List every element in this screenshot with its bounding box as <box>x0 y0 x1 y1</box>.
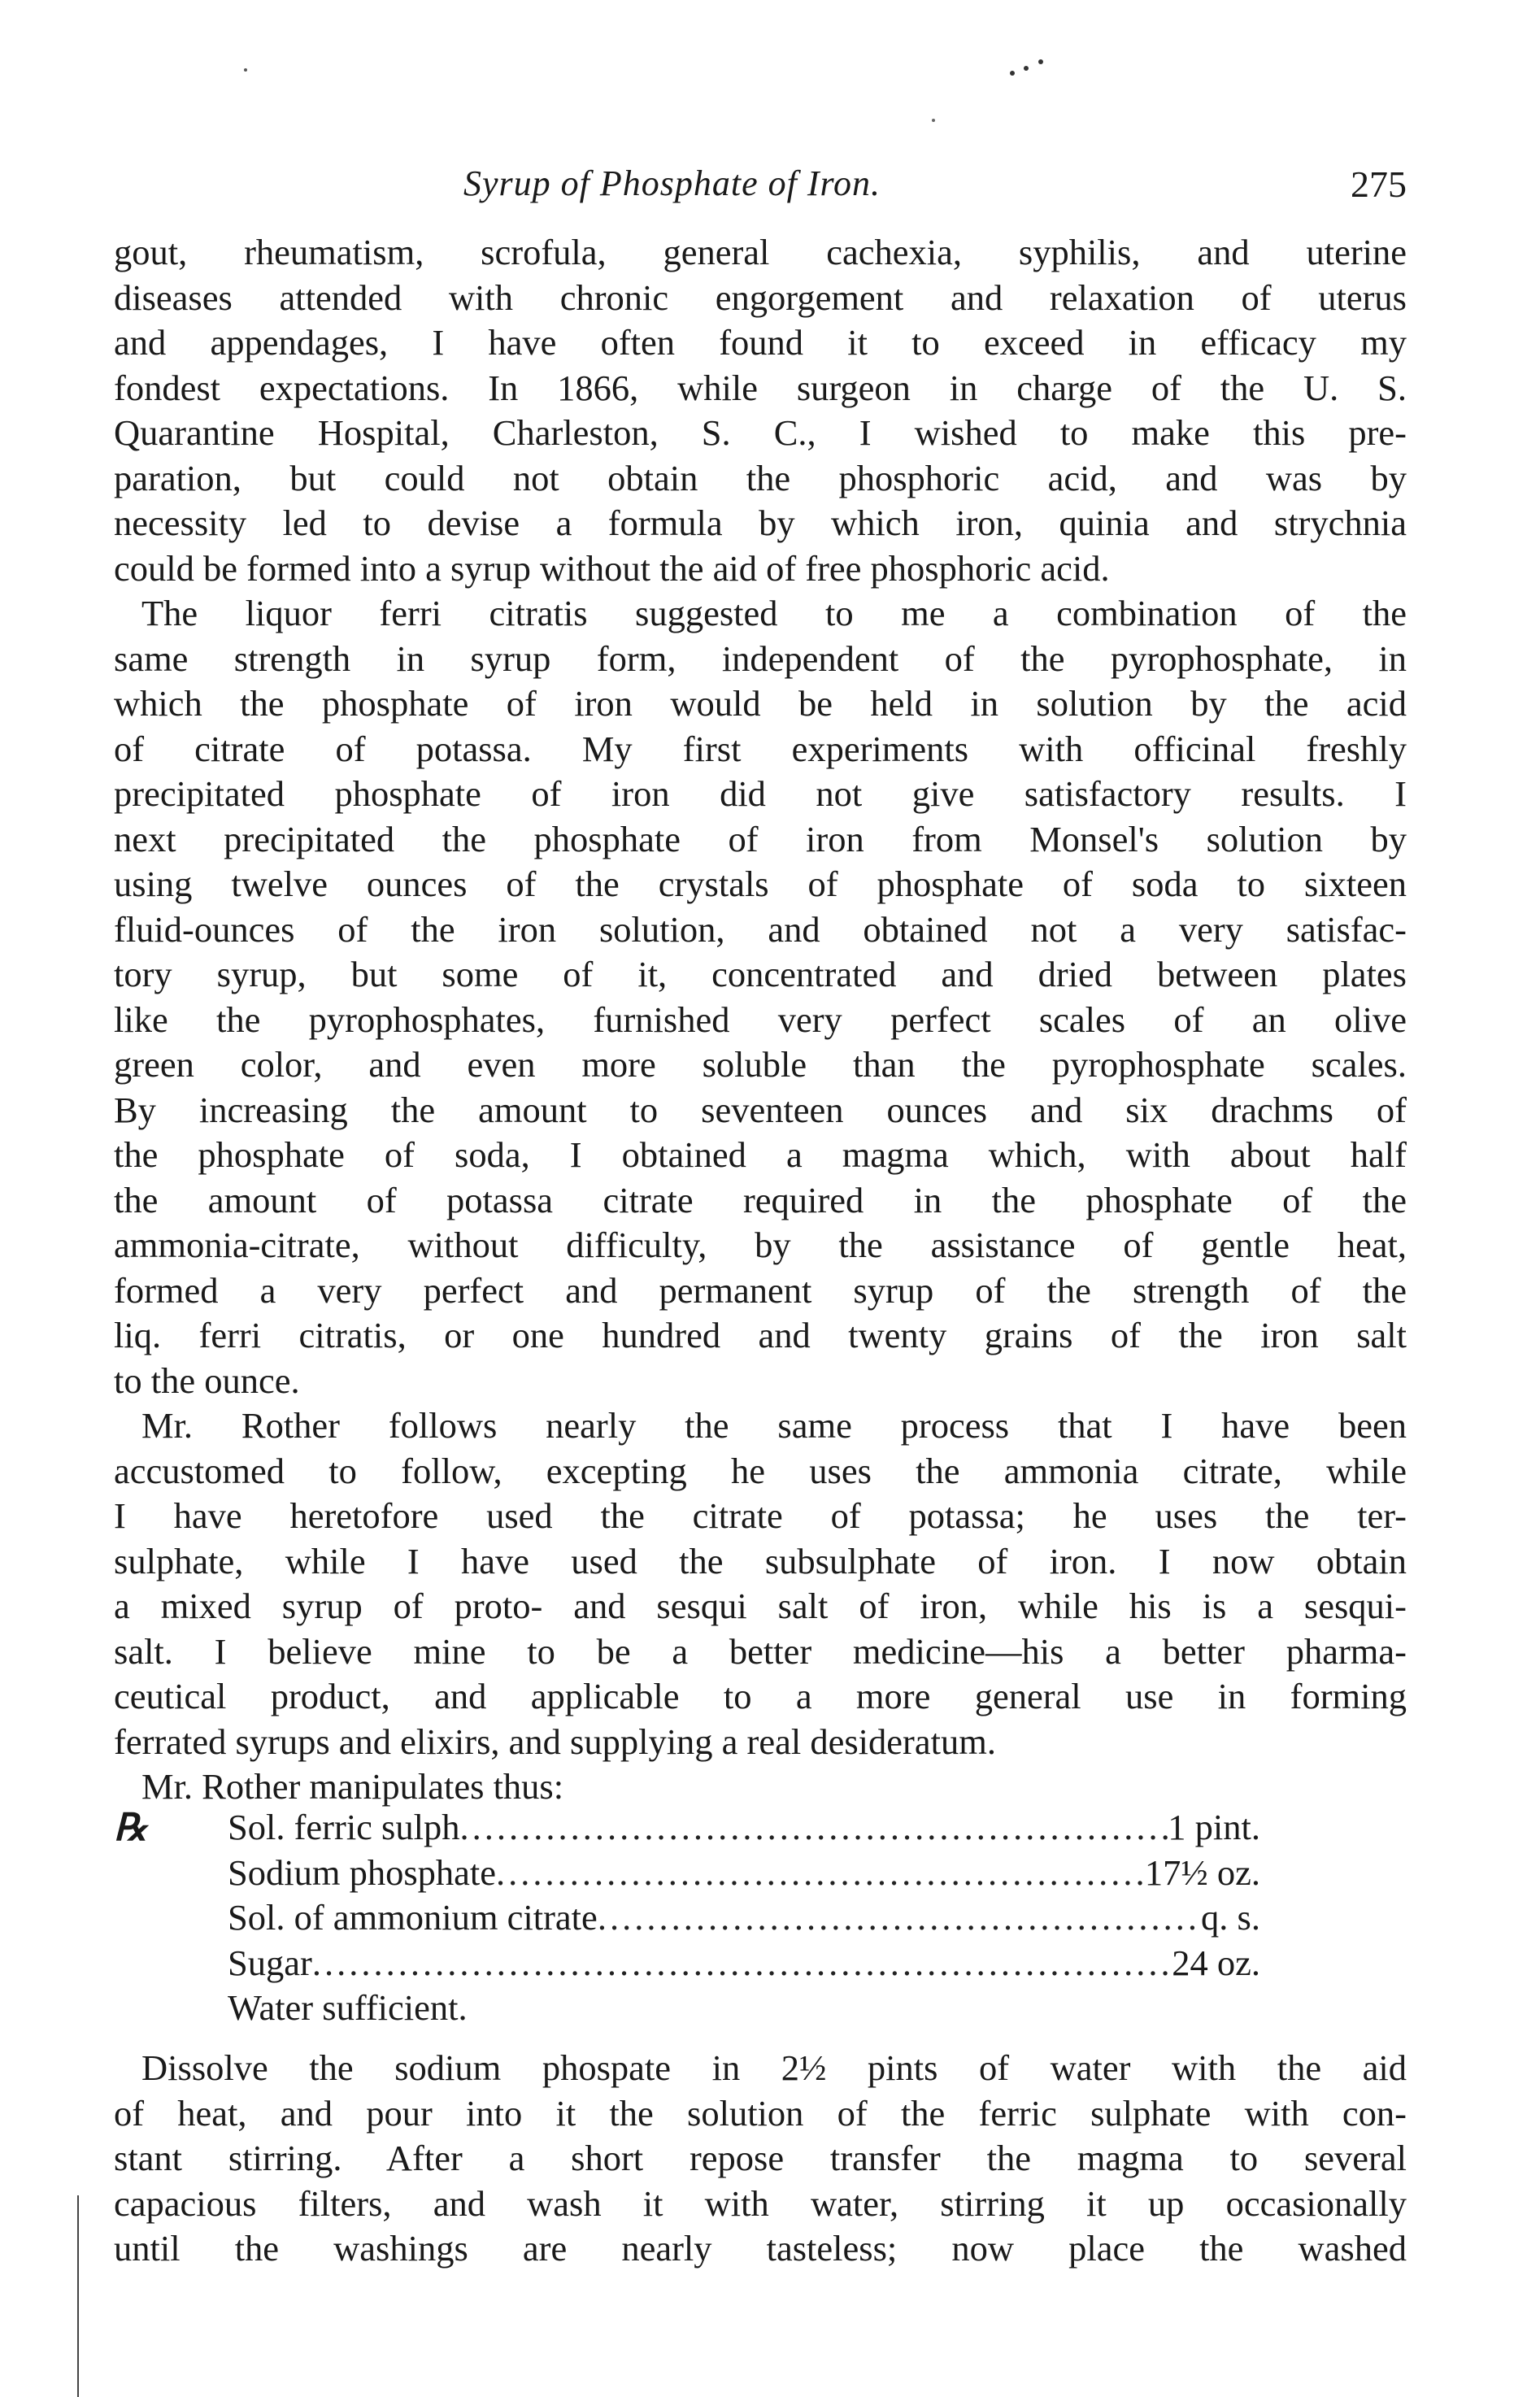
speck <box>244 68 247 72</box>
text-line: accustomed to follow, excepting he uses the ammonia citrate, while <box>114 1450 1407 1491</box>
prescription-item <box>228 1805 1260 1851</box>
prescription-note: Water sufficient. <box>228 1987 468 2028</box>
page-number: 275 <box>1351 163 1407 205</box>
text-line: next precipitated the phosphate of iron from Monsel's solution by <box>114 818 1407 859</box>
text-line: The liquor ferri citratis suggested to me a combination of the <box>141 593 1407 633</box>
text-line: capacious filters, and wash it with water, stirring it up occasionally <box>114 2182 1407 2224</box>
recipe-symbol-icon: ℞ <box>114 1807 148 1848</box>
ingredient-name: Sol. ferric sulph <box>228 1807 460 1847</box>
text-line: the phosphate of soda, I obtained a magma which, with about half <box>114 1134 1407 1175</box>
text-line: paration, but could not obtain the phosphoric acid, and was by <box>114 457 1407 498</box>
dot-leader <box>496 1851 1145 1896</box>
text-line: Mr. Rother follows nearly the same process that I have been <box>141 1405 1407 1446</box>
ingredient-name: Sodium phosphate <box>228 1851 497 1893</box>
text-line: of heat, and pour into it the solution of the ferric sulphate with con- <box>114 2092 1407 2134</box>
text-line: precipitated phosphate of iron did not give satisfactory results. I <box>114 773 1407 814</box>
text-line: ammonia-citrate, without difficulty, by the assistance of gentle heat, <box>114 1225 1407 1265</box>
ingredient-amount: 24 oz. <box>1172 1942 1260 1983</box>
text-line: gout, rheumatism, scrofula, general cachexia, syphilis, and uterine <box>114 232 1407 272</box>
dot-leader <box>460 1805 1168 1851</box>
ingredient-amount: 17½ oz. <box>1144 1851 1260 1893</box>
speck <box>932 119 935 122</box>
text-line: tory syrup, but some of it, concentrated and dried between plates <box>114 954 1407 994</box>
ingredient-name: Sol. of ammonium citrate <box>228 1897 598 1938</box>
text-line: fondest expectations. In 1866, while surgeon in charge of the U. S. <box>114 367 1407 408</box>
text-line: the amount of potassa citrate required in the phosphate of the <box>114 1179 1407 1220</box>
ingredient-amount: q. s. <box>1201 1897 1260 1938</box>
speck <box>1038 59 1043 64</box>
text-line: using twelve ounces of the crystals of phosphate of soda to sixteen <box>114 864 1407 904</box>
text-line: to the ounce. <box>114 1359 300 1401</box>
paragraph-2 <box>114 591 1407 1403</box>
text-line: By increasing the amount to seventeen ounces and six drachms of <box>114 1089 1407 1130</box>
text-line: which the phosphate of iron would be held in solution by the acid <box>114 683 1407 724</box>
dot-leader <box>598 1895 1201 1941</box>
dot-leader <box>312 1941 1172 1986</box>
prescription-item <box>228 1851 1260 1896</box>
paragraph-3 <box>114 1403 1407 1764</box>
running-title: Syrup of Phosphate of Iron. <box>463 163 881 203</box>
text-line: necessity led to devise a formula by which iron, quinia and strychnia <box>114 502 1407 543</box>
paragraph-4 <box>114 1764 1407 1810</box>
text-line: ceutical product, and applicable to a more general use in forming <box>114 1676 1407 1716</box>
speck <box>1010 71 1015 76</box>
text-line: salt. I believe mine to be a better medicine—his a better pharma- <box>114 1630 1407 1672</box>
text-line: I have heretofore used the citrate of potassa; he uses the ter- <box>114 1495 1407 1536</box>
text-line: Dissolve the sodium phospate in 2½ pints of water with the aid <box>141 2047 1407 2088</box>
text-line: green color, and even more soluble than the pyrophosphate scales. <box>114 1044 1407 1085</box>
speck <box>1024 66 1029 71</box>
text-line: ferrated syrups and elixirs, and supplying a real desideratum. <box>114 1721 996 1762</box>
text-line: of citrate of potassa. My first experiments with officinal freshly <box>114 728 1407 769</box>
paragraph-1 <box>114 230 1407 591</box>
text-line: and appendages, I have often found it to exceed in efficacy my <box>114 322 1407 363</box>
text-line: sulphate, while I have used the subsulphate of iron. I now obtain <box>114 1540 1407 1581</box>
prescription-item <box>228 1895 1260 1941</box>
text-line: liq. ferri citratis, or one hundred and twenty grains of the iron salt <box>114 1315 1407 1355</box>
ingredient-name: Sugar <box>228 1942 312 1983</box>
running-header <box>463 163 1407 211</box>
prescription-item <box>228 1941 1260 1986</box>
prescription-items <box>228 1805 1260 2031</box>
text-line: stant stirring. After a short repose transfer the magma to several <box>114 2138 1407 2178</box>
text-line: Mr. Rother manipulates thus: <box>141 1766 564 1807</box>
text-line: formed a very perfect and permanent syrup of the strength of the <box>114 1269 1407 1311</box>
text-line: same strength in syrup form, independent of the pyrophosphate, in <box>114 637 1407 679</box>
text-line: a mixed syrup of proto- and sesqui salt of iron, while his is a sesqui- <box>114 1586 1407 1626</box>
text-line: fluid-ounces of the iron solution, and obtained not a very satisfac- <box>114 908 1407 950</box>
text-line: like the pyrophosphates, furnished very perfect scales of an olive <box>114 998 1407 1040</box>
text-line: could be formed into a syrup without the aid of free phosphoric acid. <box>114 547 1110 589</box>
text-line: until the washings are nearly tasteless; now place the washed <box>114 2228 1407 2269</box>
closing-paragraph <box>114 2046 1407 2272</box>
body-text <box>114 230 1407 1810</box>
text-line: Quarantine Hospital, Charleston, S. C., I wished to make this pre- <box>114 412 1407 453</box>
text-line: diseases attended with chronic engorgement and relaxation of uterus <box>114 276 1407 318</box>
ingredient-amount: 1 pint. <box>1168 1807 1260 1847</box>
